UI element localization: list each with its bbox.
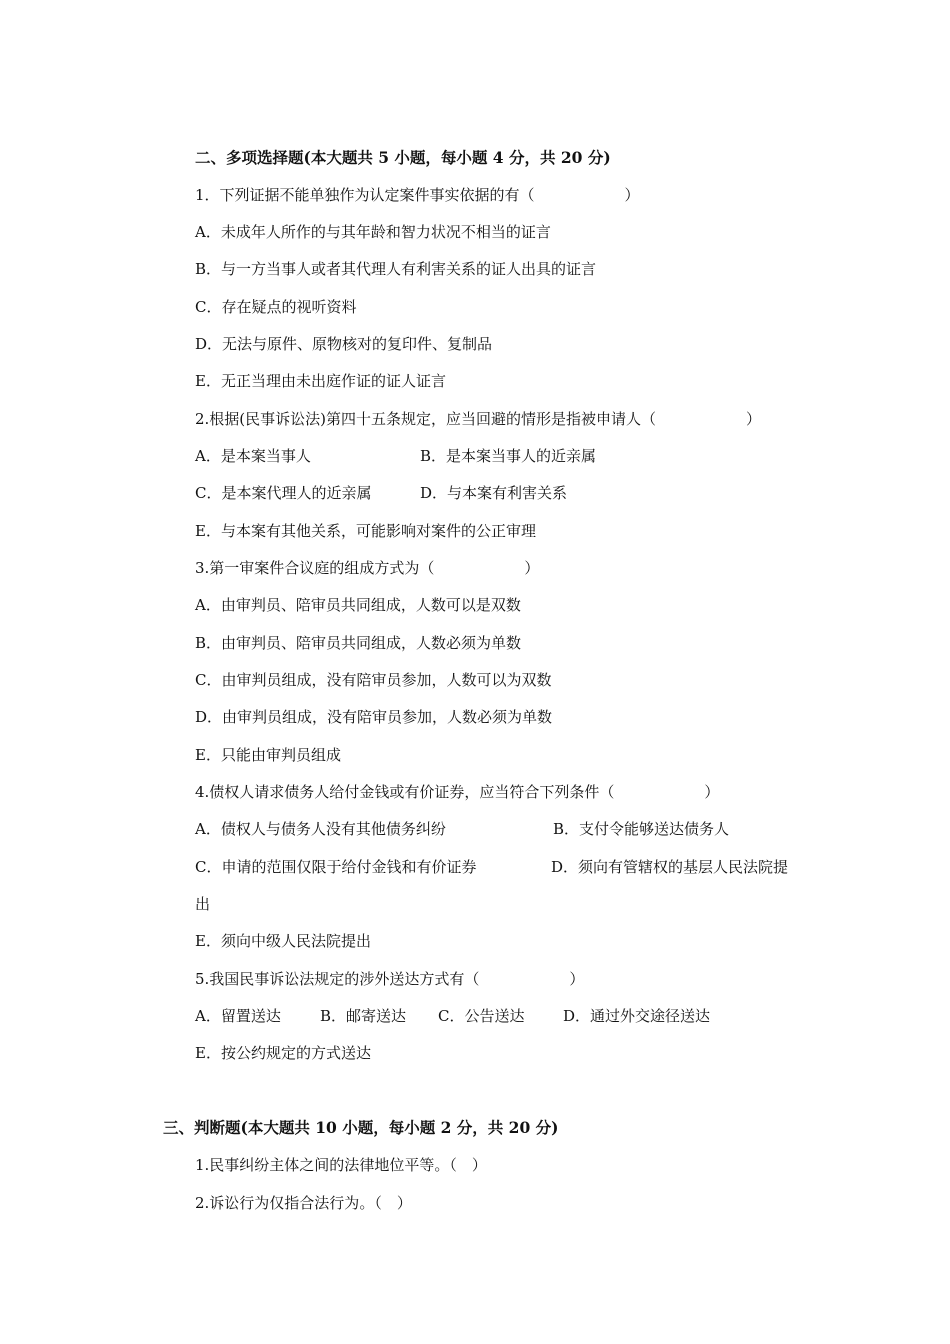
question-3-option-e: E．只能由审判员组成	[195, 746, 341, 764]
question-4-option-d-continued: 出	[195, 895, 211, 913]
question-5-option-e: E．按公约规定的方式送达	[195, 1044, 371, 1062]
question-2-option-e: E．与本案有其他关系，可能影响对案件的公正审理	[195, 522, 536, 540]
judgment-question-2: 2.诉讼行为仅指合法行为。（ ）	[195, 1194, 412, 1212]
question-4-option-d: D．须向有管辖权的基层人民法院提	[551, 858, 789, 876]
question-4-option-b: B．支付令能够送达债务人	[553, 820, 730, 838]
question-1-option-b: B．与一方当事人或者其代理人有利害关系的证人出具的证言	[195, 260, 597, 278]
question-4-option-e: E．须向中级人民法院提出	[195, 932, 371, 950]
question-5-option-d: D．通过外交途径送达	[563, 1007, 711, 1025]
question-1-option-d: D．无法与原件、原物核对的复印件、复制品	[195, 335, 493, 353]
question-1-option-e: E．无正当理由未出庭作证的证人证言	[195, 372, 446, 390]
question-4-stem: 4.债权人请求债务人给付金钱或有价证券，应当符合下列条件（ ）	[195, 783, 720, 801]
question-5-stem: 5.我国民事诉讼法规定的涉外送达方式有（ ）	[195, 970, 585, 988]
question-4-option-a: A．债权人与债务人没有其他债务纠纷	[195, 820, 446, 838]
question-3-stem: 3.第一审案件合议庭的组成方式为（ ）	[195, 559, 540, 577]
question-2-option-d: D．与本案有利害关系	[420, 484, 568, 502]
question-3-option-b: B．由审判员、陪审员共同组成，人数必须为单数	[195, 634, 522, 652]
question-2-option-a: A．是本案当事人	[195, 447, 311, 465]
question-1-option-a: A．未成年人所作的与其年龄和智力状况不相当的证言	[195, 223, 551, 241]
question-1-stem: 1．下列证据不能单独作为认定案件事实依据的有（ ）	[195, 186, 640, 204]
question-3-option-a: A．由审判员、陪审员共同组成，人数可以是双数	[195, 596, 521, 614]
section-2-heading: 二、多项选择题(本大题共 5 小题，每小题 4 分，共 20 分)	[195, 148, 611, 167]
question-3-option-d: D．由审判员组成，没有陪审员参加，人数必须为单数	[195, 708, 553, 726]
question-5-option-c: C．公告送达	[438, 1007, 525, 1025]
question-5-option-b: B．邮寄送达	[320, 1007, 407, 1025]
question-1-option-c: C．存在疑点的视听资料	[195, 298, 357, 316]
question-2-option-c: C．是本案代理人的近亲属	[195, 484, 372, 502]
question-4-option-c: C．申请的范围仅限于给付金钱和有价证券	[195, 858, 477, 876]
question-2-stem: 2.根据(民事诉讼法)第四十五条规定，应当回避的情形是指被申请人（ ）	[195, 410, 762, 428]
question-3-option-c: C．由审判员组成，没有陪审员参加，人数可以为双数	[195, 671, 552, 689]
judgment-question-1: 1.民事纠纷主体之间的法律地位平等。（ ）	[195, 1156, 487, 1174]
question-5-option-a: A．留置送达	[195, 1007, 281, 1025]
question-2-option-b: B．是本案当事人的近亲属	[420, 447, 597, 465]
section-3-heading: 三、判断题(本大题共 10 小题，每小题 2 分，共 20 分)	[163, 1118, 559, 1137]
